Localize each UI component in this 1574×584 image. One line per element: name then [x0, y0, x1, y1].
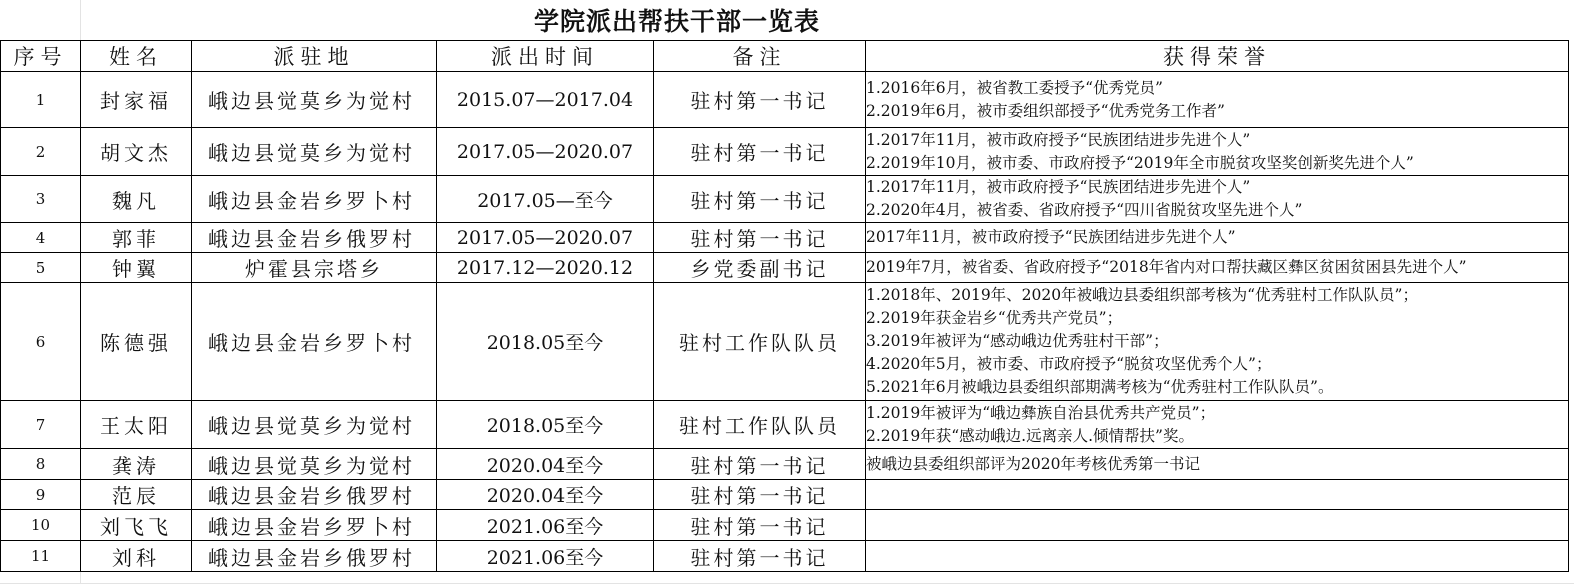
row-place: 峨边县金岩乡俄罗村 — [192, 223, 437, 253]
row-note: 驻村第一书记 — [654, 176, 866, 223]
row-place: 峨边县金岩乡罗卜村 — [192, 176, 437, 223]
row-place: 峨边县金岩乡罗卜村 — [192, 510, 437, 541]
row-index: 7 — [1, 401, 81, 449]
row-note: 驻村第一书记 — [654, 510, 866, 541]
row-index: 4 — [1, 223, 81, 253]
honor-line: 2.2020年4月，被省委、省政府授予“四川省脱贫攻坚先进个人” — [866, 201, 1303, 219]
row-time: 2017.05—至今 — [437, 176, 654, 223]
row-honors — [866, 253, 1569, 283]
row-note: 驻村第一书记 — [654, 72, 866, 128]
honor-line: 3.2019年被评为“感动峨边优秀驻村干部”； — [866, 332, 1169, 350]
row-honors — [866, 449, 1569, 480]
row-note: 驻村第一书记 — [654, 449, 866, 480]
row-note: 驻村第一书记 — [654, 128, 866, 176]
row-time: 2021.06至今 — [437, 510, 654, 541]
row-place: 峨边县金岩乡俄罗村 — [192, 480, 437, 510]
row-index: 2 — [1, 128, 81, 176]
row-name: 范辰 — [81, 480, 192, 510]
row-name: 胡文杰 — [81, 128, 192, 176]
row-note: 驻村工作队队员 — [654, 401, 866, 449]
row-note: 驻村第一书记 — [654, 541, 866, 572]
honor-line: 2.2019年获金岩乡“优秀共产党员”； — [866, 309, 1123, 327]
table-row — [1, 223, 1569, 253]
row-honors — [866, 510, 1569, 541]
honor-line: 2.2019年6月，被市委组织部授予“优秀党务工作者” — [866, 101, 1225, 120]
row-index: 6 — [1, 283, 81, 401]
row-name: 封家福 — [81, 72, 192, 128]
row-place: 峨边县金岩乡罗卜村 — [192, 283, 437, 401]
row-index: 1 — [1, 72, 81, 128]
table-row — [1, 253, 1569, 283]
row-place: 炉霍县宗塔乡 — [192, 253, 437, 283]
row-place: 峨边县觉莫乡为觉村 — [192, 72, 437, 128]
table-row — [1, 128, 1569, 176]
honor-line: 5.2021年6月被峨边县委组织部期满考核为“优秀驻村工作队队员”。 — [866, 378, 1334, 396]
row-time: 2020.04至今 — [437, 480, 654, 510]
honor-line: 1.2018年、2019年、2020年被峨边县委组织部考核为“优秀驻村工作队队员”； — [866, 286, 1418, 304]
row-time: 2015.07—2017.04 — [437, 72, 654, 128]
row-time: 2018.05至今 — [437, 401, 654, 449]
row-time: 2018.05至今 — [437, 283, 654, 401]
honor-line: 2017年11月，被市政府授予“民族团结进步先进个人” — [866, 228, 1236, 246]
row-note: 驻村第一书记 — [654, 223, 866, 253]
row-time: 2020.04至今 — [437, 449, 654, 480]
row-index: 11 — [1, 541, 81, 572]
row-index: 5 — [1, 253, 81, 283]
page-title: 学院派出帮扶干部一览表 — [533, 7, 820, 36]
row-time: 2021.06至今 — [437, 541, 654, 572]
row-honors — [866, 401, 1569, 449]
row-place: 峨边县金岩乡俄罗村 — [192, 541, 437, 572]
honor-line: 1.2019年被评为“峨边彝族自治县优秀共产党员”； — [866, 403, 1216, 422]
row-place: 峨边县觉莫乡为觉村 — [192, 128, 437, 176]
row-name: 龚涛 — [81, 449, 192, 480]
row-honors — [866, 72, 1569, 128]
row-note: 乡党委副书记 — [654, 253, 866, 283]
row-place: 峨边县觉莫乡为觉村 — [192, 401, 437, 449]
header-time: 派出时间 — [437, 41, 654, 72]
row-honors — [866, 283, 1569, 401]
table-row — [1, 283, 1569, 401]
row-name: 刘科 — [81, 541, 192, 572]
row-time: 2017.12—2020.12 — [437, 253, 654, 283]
row-name: 陈德强 — [81, 283, 192, 401]
header-index: 序号 — [1, 41, 81, 72]
table-row — [1, 72, 1569, 128]
row-note: 驻村工作队队员 — [654, 283, 866, 401]
row-place: 峨边县觉莫乡为觉村 — [192, 449, 437, 480]
table-row — [1, 480, 1569, 510]
row-honors — [866, 176, 1569, 223]
header-name: 姓名 — [81, 41, 192, 72]
honor-line: 4.2020年5月，被市委、市政府授予“脱贫攻坚优秀个人”； — [866, 355, 1272, 373]
row-honors — [866, 223, 1569, 253]
row-name: 魏凡 — [81, 176, 192, 223]
honor-line: 1.2017年11月，被市政府授予“民族团结进步先进个人” — [866, 178, 1251, 196]
row-honors — [866, 541, 1569, 572]
honor-line: 1.2017年11月，被市政府授予“民族团结进步先进个人” — [866, 130, 1251, 149]
header-row — [1, 41, 1569, 72]
row-index: 8 — [1, 449, 81, 480]
table-row — [1, 401, 1569, 449]
table-row — [1, 176, 1569, 223]
row-index: 9 — [1, 480, 81, 510]
row-name: 王太阳 — [81, 401, 192, 449]
row-name: 郭菲 — [81, 223, 192, 253]
title-row — [80, 0, 1574, 40]
row-index: 10 — [1, 510, 81, 541]
row-index: 3 — [1, 176, 81, 223]
table-row — [1, 510, 1569, 541]
table-row — [1, 449, 1569, 480]
cadre-table — [0, 40, 1569, 572]
row-time: 2017.05—2020.07 — [437, 128, 654, 176]
table-row — [1, 541, 1569, 572]
row-name: 刘飞飞 — [81, 510, 192, 541]
row-name: 钟翼 — [81, 253, 192, 283]
row-honors — [866, 480, 1569, 510]
row-honors — [866, 128, 1569, 176]
row-note: 驻村第一书记 — [654, 480, 866, 510]
row-time: 2017.05—2020.07 — [437, 223, 654, 253]
honor-line: 2.2019年10月，被市委、市政府授予“2019年全市脱贫攻坚奖创新奖先进个人” — [866, 153, 1414, 172]
honor-line: 被峨边县委组织部评为2020年考核优秀第一书记 — [866, 454, 1200, 473]
header-note: 备注 — [654, 41, 866, 72]
header-honors: 获得荣誉 — [866, 41, 1569, 72]
honor-line: 1.2016年6月，被省教工委授予“优秀党员” — [866, 78, 1163, 97]
header-place: 派驻地 — [192, 41, 437, 72]
honor-line: 2019年7月，被省委、省政府授予“2018年省内对口帮扶藏区彝区贫困贫困县先进个人” — [866, 258, 1467, 276]
honor-line: 2.2019年获“感动峨边.远离亲人.倾情帮扶”奖。 — [866, 426, 1194, 445]
